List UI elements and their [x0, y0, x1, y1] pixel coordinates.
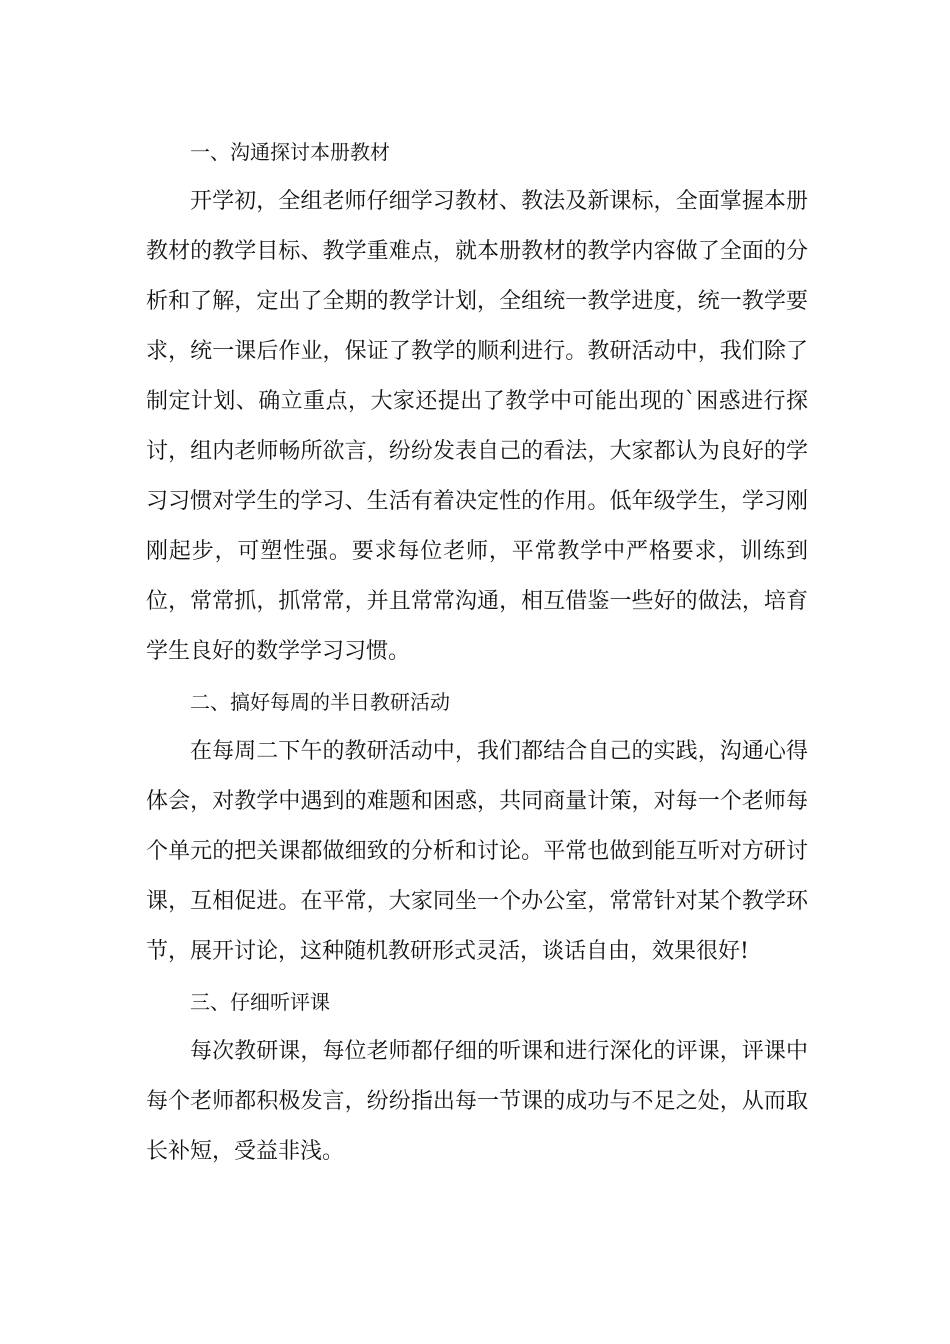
section-paragraph-3: 每次教研课，每位老师都仔细的听课和进行深化的评课，评课中每个老师都积极发言，纷纷指出每一节课的成功与不足之处，从而取长补短，受益非浅。 [146, 1039, 808, 1164]
section-paragraph-1: 开学初，全组老师仔细学习教材、教法及新课标，全面掌握本册教材的教学目标、教学重难点，就本册教材的教学内容做了全面的分析和了解，定出了全期的教学计划，全组统一教学进度，统一教学要求，统一课后作业，保证了教学的顺利进行。教研活动中，我们除了制定计划、确立重点，大家还提出了教学中可能出现的`困惑进行探讨，组内老师畅所欲言，纷纷发表自己的看法，大家都认为良好的学习习惯对学生的学习、生活有着决定性的作用。低年级学生，学习刚刚起步，可塑性强。要求每位老师，平常教学中严格要求，训练到位，常常抓，抓常常，并且常常沟通，相互借鉴一些好的做法，培育学生良好的数学学习习惯。 [146, 189, 808, 664]
section-heading-2: 二、搞好每周的半日教研活动 [190, 690, 450, 714]
section-paragraph-2: 在每周二下午的教研活动中，我们都结合自己的实践，沟通心得体会，对教学中遇到的难题和困惑，共同商量计策，对每一个老师每个单元的把关课都做细致的分析和讨论。平常也做到能互听对方研讨课，互相促进。在平常，大家同坐一个办公室，常常针对某个教学环节，展开讨论，这种随机教研形式灵活，谈话自由，效果很好! [146, 739, 808, 964]
section-heading-1: 一、沟通探讨本册教材 [190, 140, 390, 164]
section-heading-3: 三、仔细听评课 [190, 990, 330, 1014]
document-body [146, 127, 808, 1177]
